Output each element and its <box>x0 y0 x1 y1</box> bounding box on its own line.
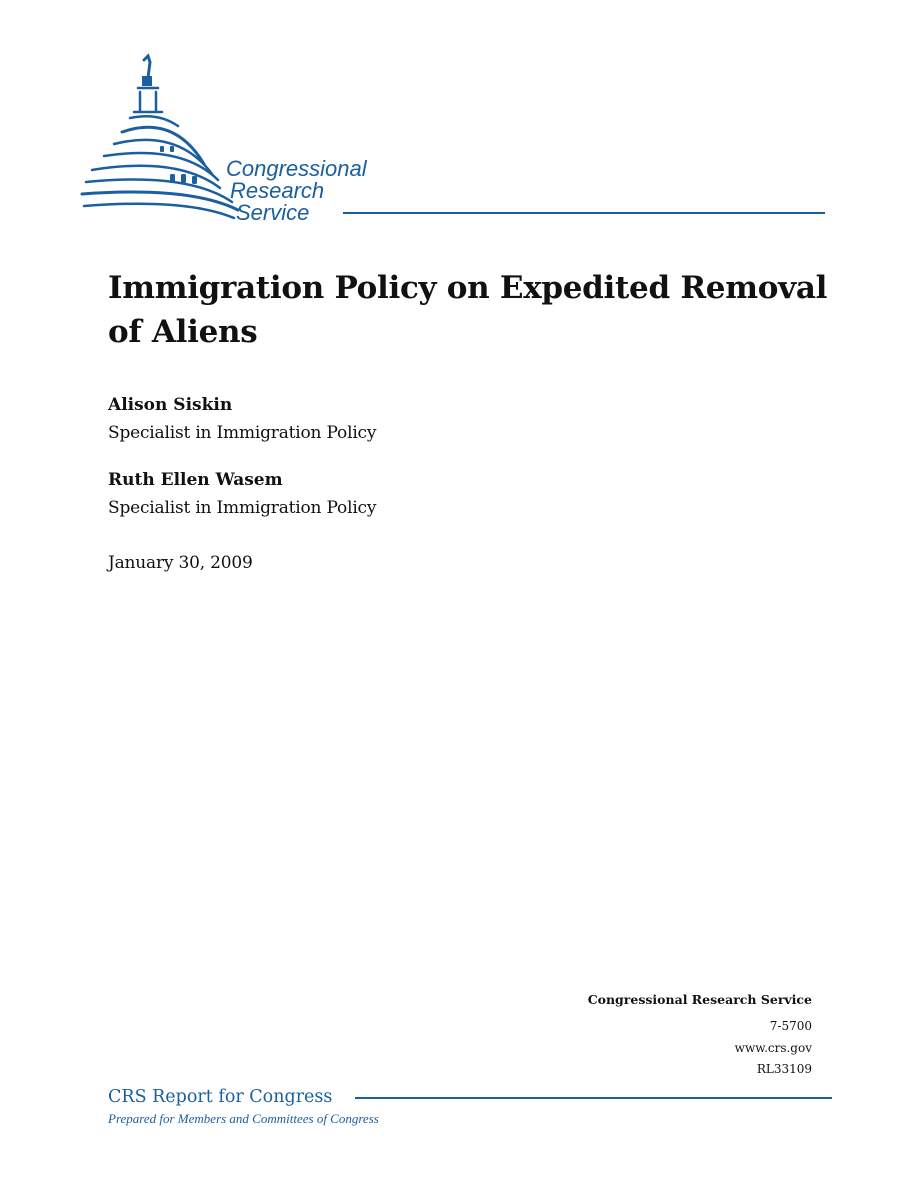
report-date: January 30, 2009 <box>108 553 253 573</box>
logo-rule <box>343 212 825 214</box>
author-role: Specialist in Immigration Policy <box>108 498 377 518</box>
logo-word-research: Research <box>230 178 325 203</box>
publisher-website[interactable]: www.crs.gov <box>734 1041 812 1055</box>
author-name: Ruth Ellen Wasem <box>108 470 283 490</box>
report-title: Immigration Policy on Expedited Removal of Aliens <box>108 270 828 350</box>
footer-rule <box>355 1097 832 1099</box>
author-name: Alison Siskin <box>108 395 233 415</box>
logo-word-service: Service <box>236 200 310 225</box>
publisher-name: Congressional Research Service <box>587 992 812 1007</box>
publisher-phone: 7-5700 <box>769 1019 812 1033</box>
footer-subtitle: Prepared for Members and Committees of Congress <box>108 1111 379 1126</box>
logo-word-congressional: Congressional <box>226 156 367 181</box>
footer-title: CRS Report for Congress <box>108 1087 333 1107</box>
author-role: Specialist in Immigration Policy <box>108 423 377 443</box>
crs-logo <box>78 52 838 225</box>
report-number: RL33109 <box>756 1062 812 1076</box>
